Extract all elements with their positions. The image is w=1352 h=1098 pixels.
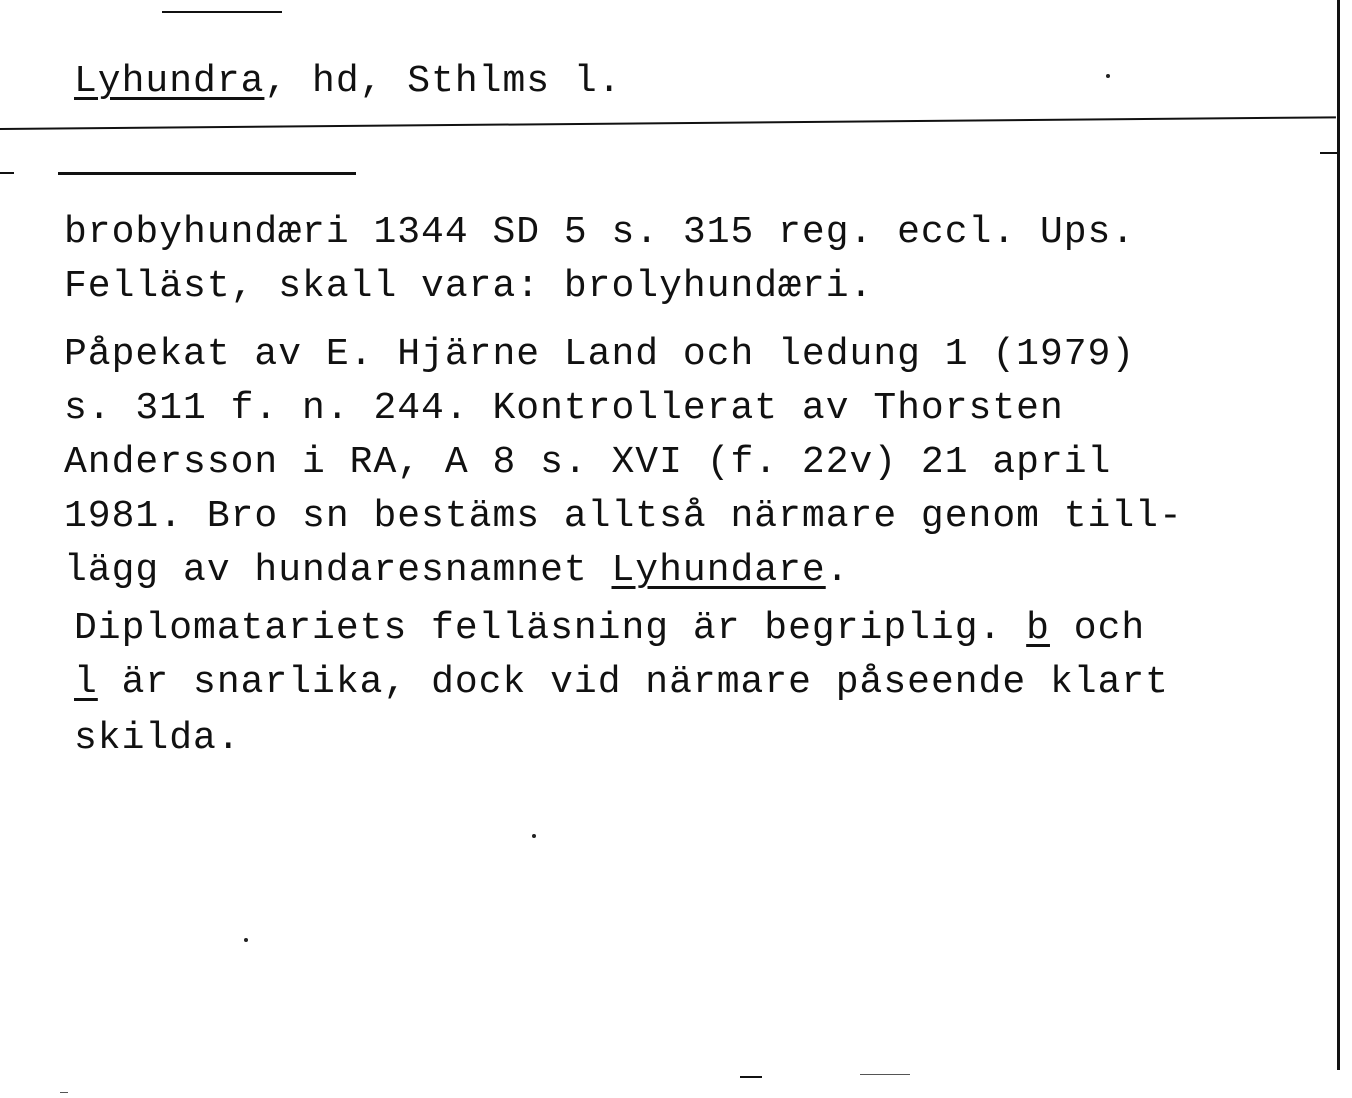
right-tick: [1320, 152, 1338, 154]
speck: [1106, 74, 1110, 78]
left-tick: [0, 172, 14, 174]
para1-line2: Felläst, skall vara: brolyhundæri.: [64, 265, 874, 308]
para2-line2: s. 311 f. n. 244. Kontrollerat av Thorsten: [64, 387, 1064, 430]
top-dash: [162, 11, 282, 13]
para3-line1-prefix: Diplomatariets felläsning är begriplig.: [74, 607, 1027, 650]
para3-line1: [74, 607, 1146, 650]
bottom-dash-2: [860, 1074, 910, 1075]
para2-line5-prefix: lägg av hundaresnamnet: [64, 549, 612, 592]
header-rule: [0, 116, 1336, 130]
para2-line5-suffix: .: [825, 549, 850, 592]
para2-line3: Andersson i RA, A 8 s. XVI (f. 22v) 21 april: [64, 441, 1112, 484]
para3-line2-rest: är snarlika, dock vid närmare påseende klart: [97, 661, 1169, 704]
bottom-dash-3: [60, 1092, 68, 1093]
card-right-edge: [1337, 0, 1340, 1070]
para3-underlined-b: b: [1026, 607, 1050, 650]
para2-underlined-word: Lyhundare: [611, 549, 826, 592]
bottom-dash-1: [740, 1076, 762, 1078]
para3-line3: skilda.: [74, 717, 241, 760]
para2-line1: Påpekat av E. Hjärne Land och ledung 1 (1979): [64, 333, 1136, 376]
card-heading: [74, 60, 622, 103]
para1-line1: brobyhundæri 1344 SD 5 s. 315 reg. eccl. Ups.: [64, 211, 1136, 254]
para3-underlined-l: l: [74, 661, 98, 704]
speck: [532, 834, 536, 838]
heading-rest: , hd, Sthlms l.: [264, 60, 622, 103]
para3-line1-suffix: och: [1049, 607, 1146, 650]
speck: [244, 938, 248, 942]
short-rule: [58, 172, 356, 175]
para2-line4: 1981. Bro sn bestäms alltså närmare genom till-: [64, 495, 1183, 538]
para2-line5: [64, 549, 850, 592]
heading-name: Lyhundra: [74, 60, 265, 103]
para3-line2: [74, 661, 1169, 704]
